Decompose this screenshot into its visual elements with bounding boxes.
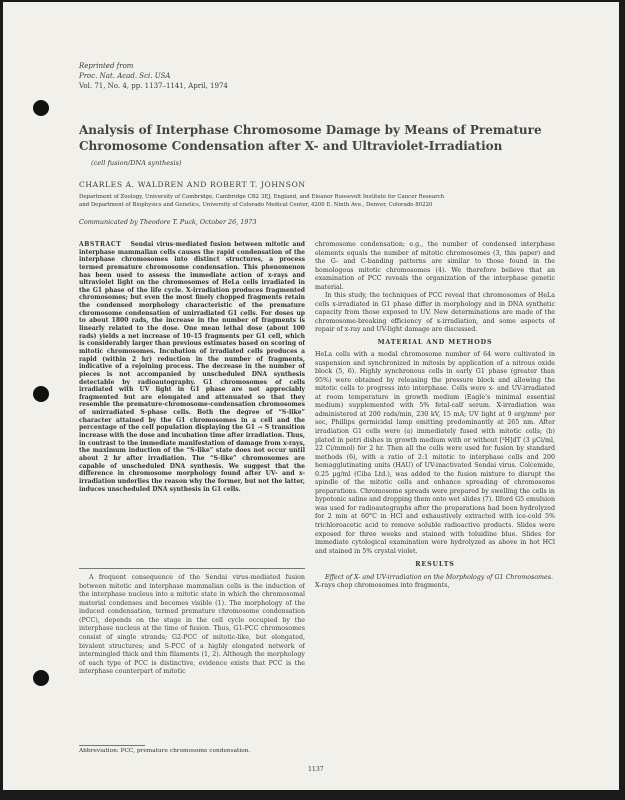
reprint-line: Reprinted from xyxy=(79,62,134,70)
abstract-text: Sendai virus-mediated fusion between mitotic and interphase mammalian cells causes the rapid condensation of the interphase chromosomes into distinct structures, a process termed premature chromosome condensation. This phenomenon has been used to assess the immediate action of x-rays and ultraviolet light on the chromosomes of HeLa cells irradiated in the G1 phase of the life cycle. X-irradiation produces fragmented chromosomes; but even the most finely chopped fragments retain the condensed morphology characteristic of the premature chromosome condensation of unirradiated G1 cells. For doses up to about 1800 rads, the increase in the number of fragments is linearly related to the dose. One mean lethal dose (about 100 rads) yields a net increase of 10–15 fragments per G1 cell, which is considerably larger than previous estimates based on scoring of mitotic chromosomes. Incubation of irradiated cells produces a rapid (within 2 hr) reduction in the number of fragments, indicative of a rejoining process. The decrease in the number of pieces is not accompanied by unscheduled DNA synthesis detectable by radioautography. G1 chromosomes of cells irradiated with UV light in G1 phase are not appreciably fragmented but are elongated and attenuated so that they resemble the premature-chromosome-condensation chromosomes of unirradiated S-phase cells. Both the degree of “S-like” character attained by the G1 chromosomes in a cell and the percentage of the cell population displaying the G1 → S transition increase with the dose and incubation time after irradiation. Thus, in contrast to the immediate manifestation of damage from x-rays, the maximum induction of the “S-like” state does not occur until about 2 hr after irradiation. The “S-like” chromosomes are capable of unscheduled DNA synthesis. We suggest that the difference in chromosome morphology found after UV- and x-irradiation underlies the reason why the former, but not the latter, induces unscheduled DNA synthesis in G1 cells. xyxy=(79,241,305,493)
communicated-by: Communicated by Theodore T. Puck, October 26, 1973 xyxy=(79,218,257,226)
introduction xyxy=(79,574,305,746)
article-title xyxy=(79,122,559,154)
journal-page xyxy=(3,2,619,790)
title-line-2: Chromosome Condensation after X- and Ultraviolet-Irradiation xyxy=(79,139,503,153)
punch-hole xyxy=(33,670,49,686)
affiliation-line-2: and Department of Biophysics and Genetics, University of Colorado Medical Center, 4200 E. Ninth Ave., Denver, Colorado 80220 xyxy=(79,201,433,208)
paragraph: chromosome condensation; e.g., the number of condensed interphase elements equals the number of mitotic chromosomes (3, this paper) and the G- and C-banding patterns are similar to those found in the homologous mitotic chromosomes (4). We therefore believe that an examination of PCC reveals the organization of the interphase genetic material. xyxy=(315,241,555,291)
punch-hole xyxy=(33,100,49,116)
title-line-1: Analysis of Interphase Chromosome Damage by Means of Premature xyxy=(79,123,542,137)
footnote: Abbreviation: PCC, premature chromosome condensation. xyxy=(79,748,251,754)
abstract-label: ABSTRACT xyxy=(79,241,122,248)
volume-line: Vol. 71, No. 4, pp. 1137–1141, April, 1974 xyxy=(79,82,228,90)
results-text: X-rays chop chromosomes into fragments, xyxy=(315,582,450,590)
results-paragraph xyxy=(315,574,555,591)
authors: CHARLES A. WALDREN AND ROBERT T. JOHNSON xyxy=(79,180,306,189)
right-column xyxy=(315,241,555,789)
intro-paragraph: A frequent consequence of the Sendai virus-mediated fusion between mitotic and interphase mammalian cells is the induction of the interphase nucleus into a mitotic state in which the chromosomal material condenses and becomes visible (1). The morphology of the induced condensation, termed premature chromosome condensation (PCC), depends on the stage in the cell cycle occupied by the interphase nucleus at the time of fusion. Thus, G1-PCC chromosomes consist of single strands; G2-PCC of mitotic-like, but elongated, bivalent structures; and S-PCC of a highly elongated network of intermingled thick and thin filaments (1, 2). Although the morphology of each type of PCC is distinctive, evidence exists that PCC is the interphase counterpart of mitotic xyxy=(79,574,305,676)
results-subheading: Effect of X- and UV-irradiation on the Morphology of G1 Chromosomes. xyxy=(325,573,553,581)
methods-paragraph: HeLa cells with a modal chromosome number of 64 were cultivated in suspension and synchronized in mitosis by application of a nitrous oxide block (5, 6). Highly synchronous cells in early G1 phase (greater than 95%) were obtained by releasing the pressure block and allowing the mitotic cells to progress into interphase. Cells were x- and UV-irradiated at room temperature in growth medium (Eagle’s minimal essential medium) supplemented with 5% fetal-calf serum. X-irradiation was administered at 200 rads/min, 230 kV, 15 mA; UV light at 9 erg/mm² per sec, Phillips germicidal lamp emitting predominantly at 265 nm. After irradiation G1 cells were (a) immediately fused with mitotic cells; (b) plated in petri dishes in growth medium with or without [³H]dT (3 µCi/ml, 22 Ci/mmol) for 2 hr. Then all the cells were used for fusion by standard methods (6), with a ratio of 2:1 mitotic to interphase cells and 200 hemagglutinating units (HAU) of UV-inactivated Sendai virus. Colcemide, 0.25 µg/ml (Ciba Ltd.), was added to the fusion mixture to disrupt the spindle of the mitotic cells and enhance spreading of chromosome preparations. Chromosome spreads were prepared by swelling the cells in hypotonic saline and dropping them onto wet slides (7). Ilford G5 emulsion was used for radioautographs after the preparations had been hydrolyzed for 2 min at 60°C in HCl and exhaustively extracted with ice-cold 5% trichloroacetic acid to remove soluble radioactive products. Slides were exposed for three weeks and stained with toluidine blue. Slides for immediate cytological examination were hydrolyzed as above in hot HCl and stained in 5% crystal violet. xyxy=(315,351,555,555)
footnote-divider xyxy=(79,745,145,746)
page-number: 1137 xyxy=(308,766,324,773)
punch-hole xyxy=(33,386,49,402)
section-heading-methods: MATERIAL AND METHODS xyxy=(377,338,493,346)
affiliation-line-1: Department of Zoology, University of Cambridge, Cambridge CB2 3EJ, England, and Eleanor Roosevelt Institute for Cancer Research xyxy=(79,194,445,200)
keywords: (cell fusion/DNA synthesis) xyxy=(91,159,182,167)
section-heading-results: RESULTS xyxy=(415,561,455,569)
journal-line: Proc. Nat. Acad. Sci. USA xyxy=(79,72,171,80)
reprint-header xyxy=(79,61,379,91)
abstract-divider xyxy=(79,568,305,569)
abstract xyxy=(79,241,305,567)
affiliation xyxy=(79,194,549,209)
paragraph: In this study, the techniques of PCC reveal that chromosomes of HeLa cells x-irradiated in G1 phase differ in morphology and in DNA synthetic capacity from those exposed to UV. New determinations are made of the chromosome-breaking efficiency of x-irradiation, and some aspects of repair of x-ray and UV-light damage are discussed. xyxy=(315,292,555,334)
